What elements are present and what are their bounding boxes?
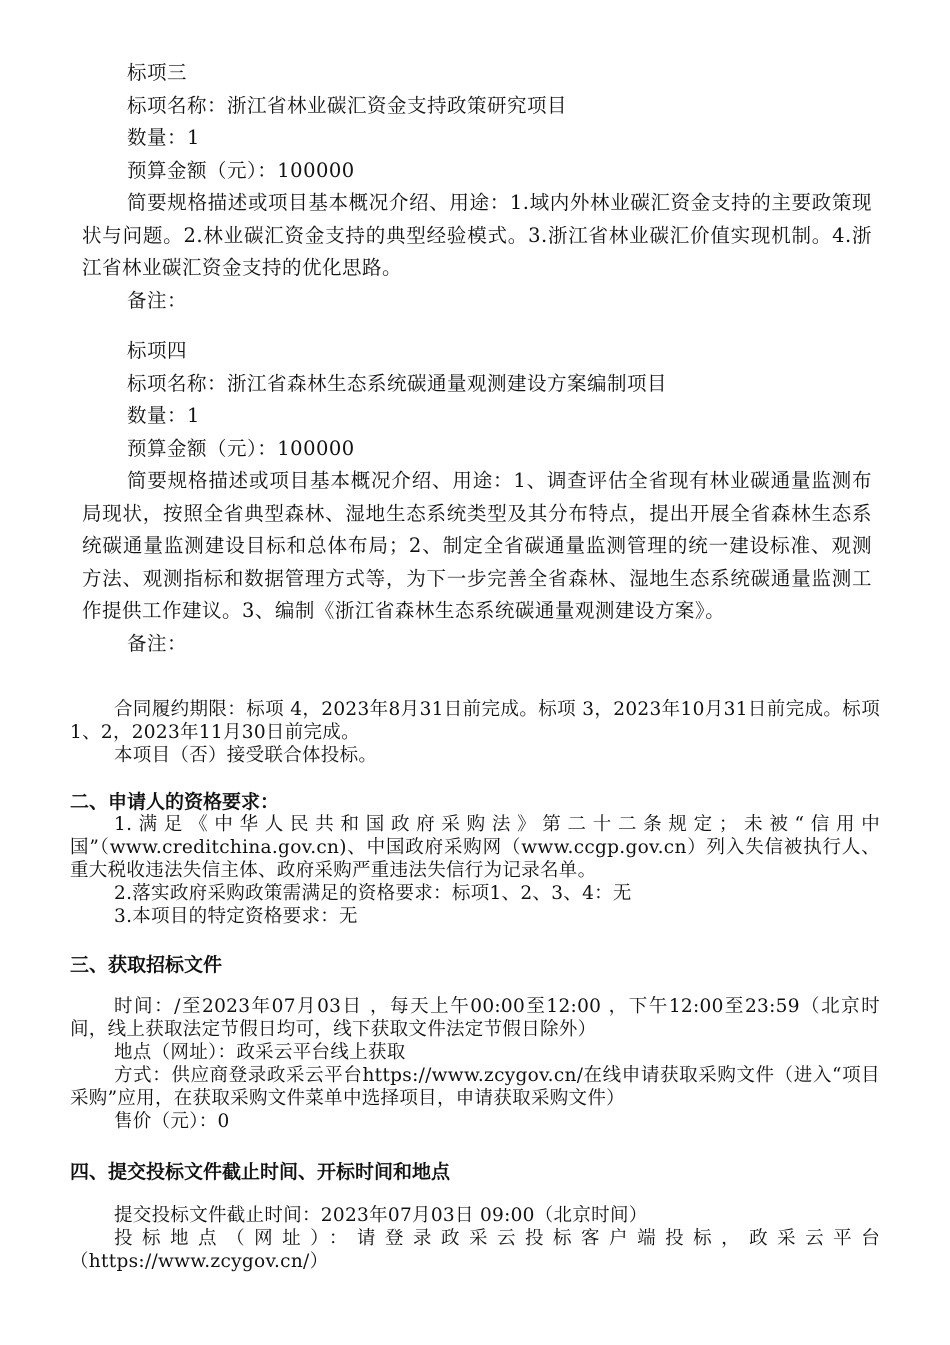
lot-4-description: 简要规格描述或项目基本概况介绍、用途：1、调查评估全省现有林业碳通量监测布局现状，按照全省典型森林、湿地生态系统类型及其分布特点，提出开展全省森林生态系统碳通量监测建设目标和总体布局；2、制定全省碳通量监测管理的统一建设标准、观测方法、观测指标和数据管理方式等，为下一步完善全省森林、湿地生态系统碳通量监测工作提供工作建议。3、编制《浙江省森林生态系统碳通量观测建设方案》。	[82, 469, 872, 622]
lot-3-budget: 预算金额（元）：100000	[127, 158, 355, 182]
lot-4-name: 标项名称：浙江省森林生态系统碳通量观测建设方案编制项目	[127, 371, 668, 395]
submission-deadline: 提交投标文件截止时间：2023年07月03日 09:00（北京时间）	[114, 1205, 648, 1226]
obtain-place: 地点（网址）：政采云平台线上获取	[114, 1042, 406, 1063]
section-4-body	[70, 1204, 880, 1273]
contract-period: 合同履约期限：标项 4，2023年8月31日前完成。标项 3，2023年10月31日前完成。标项 1、2，2023年11月30日前完成。	[70, 699, 880, 743]
section-4-heading: 四、提交投标文件截止时间、开标时间和地点	[70, 1161, 451, 1183]
lot-3-note: 备注：	[127, 288, 188, 312]
obtain-price: 售价（元）：0	[114, 1111, 230, 1132]
section-2-body	[70, 813, 880, 928]
lot-4-block	[82, 335, 872, 660]
submission-place: 投标地点（网址）：请登录政采云投标客户端投标，政采云平台（https://www.zcygov.cn/）	[70, 1228, 880, 1272]
lot-3-name: 标项名称：浙江省林业碳汇资金支持政策研究项目	[127, 93, 568, 117]
lot-4-quantity: 数量：1	[127, 404, 200, 427]
lot-3-description: 简要规格描述或项目基本概况介绍、用途：1.域内外林业碳汇资金支持的主要政策现状与问题。2.林业碳汇资金支持的典型经验模式。3.浙江省林业碳汇价值实现机制。4.浙江省林业碳汇资金支持的优化思路。	[82, 191, 872, 279]
requirement-1: 1.满足《中华人民共和国政府采购法》第二十二条规定；未被“信用中国”（www.creditchina.gov.cn)、中国政府采购网（www.ccgp.gov.cn）列入失信被执行人、重大税收违法失信主体、政府采购严重违法失信行为记录名单。	[70, 814, 880, 881]
section-3-body	[70, 995, 880, 1133]
lot-3-block	[82, 57, 872, 317]
requirement-3: 3.本项目的特定资格要求：无	[114, 906, 358, 927]
lot-3-quantity: 数量：1	[127, 126, 200, 149]
requirement-2: 2.落实政府采购政策需满足的资格要求：标项1、2、3、4：无	[114, 883, 632, 904]
lot-4-title: 标项四	[127, 339, 188, 362]
lot-3-title: 标项三	[127, 61, 188, 84]
lot-4-note: 备注：	[127, 631, 188, 655]
obtain-method: 方式：供应商登录政采云平台https://www.zcygov.cn/在线申请获取采购文件（进入“项目采购”应用，在获取采购文件菜单中选择项目，申请获取采购文件）	[70, 1065, 880, 1109]
consortium-note: 本项目（否）接受联合体投标。	[114, 745, 378, 766]
lot-4-budget: 预算金额（元）：100000	[127, 436, 355, 460]
section-2-heading: 二、申请人的资格要求：	[70, 791, 280, 813]
obtain-time: 时间：/至2023年07月03日 ，每天上午00:00至12:00 ，下午12:00至23:59（北京时间，线上获取法定节假日均可，线下获取文件法定节假日除外）	[70, 996, 880, 1040]
contract-terms	[70, 698, 880, 767]
section-3-heading: 三、获取招标文件	[70, 954, 223, 976]
